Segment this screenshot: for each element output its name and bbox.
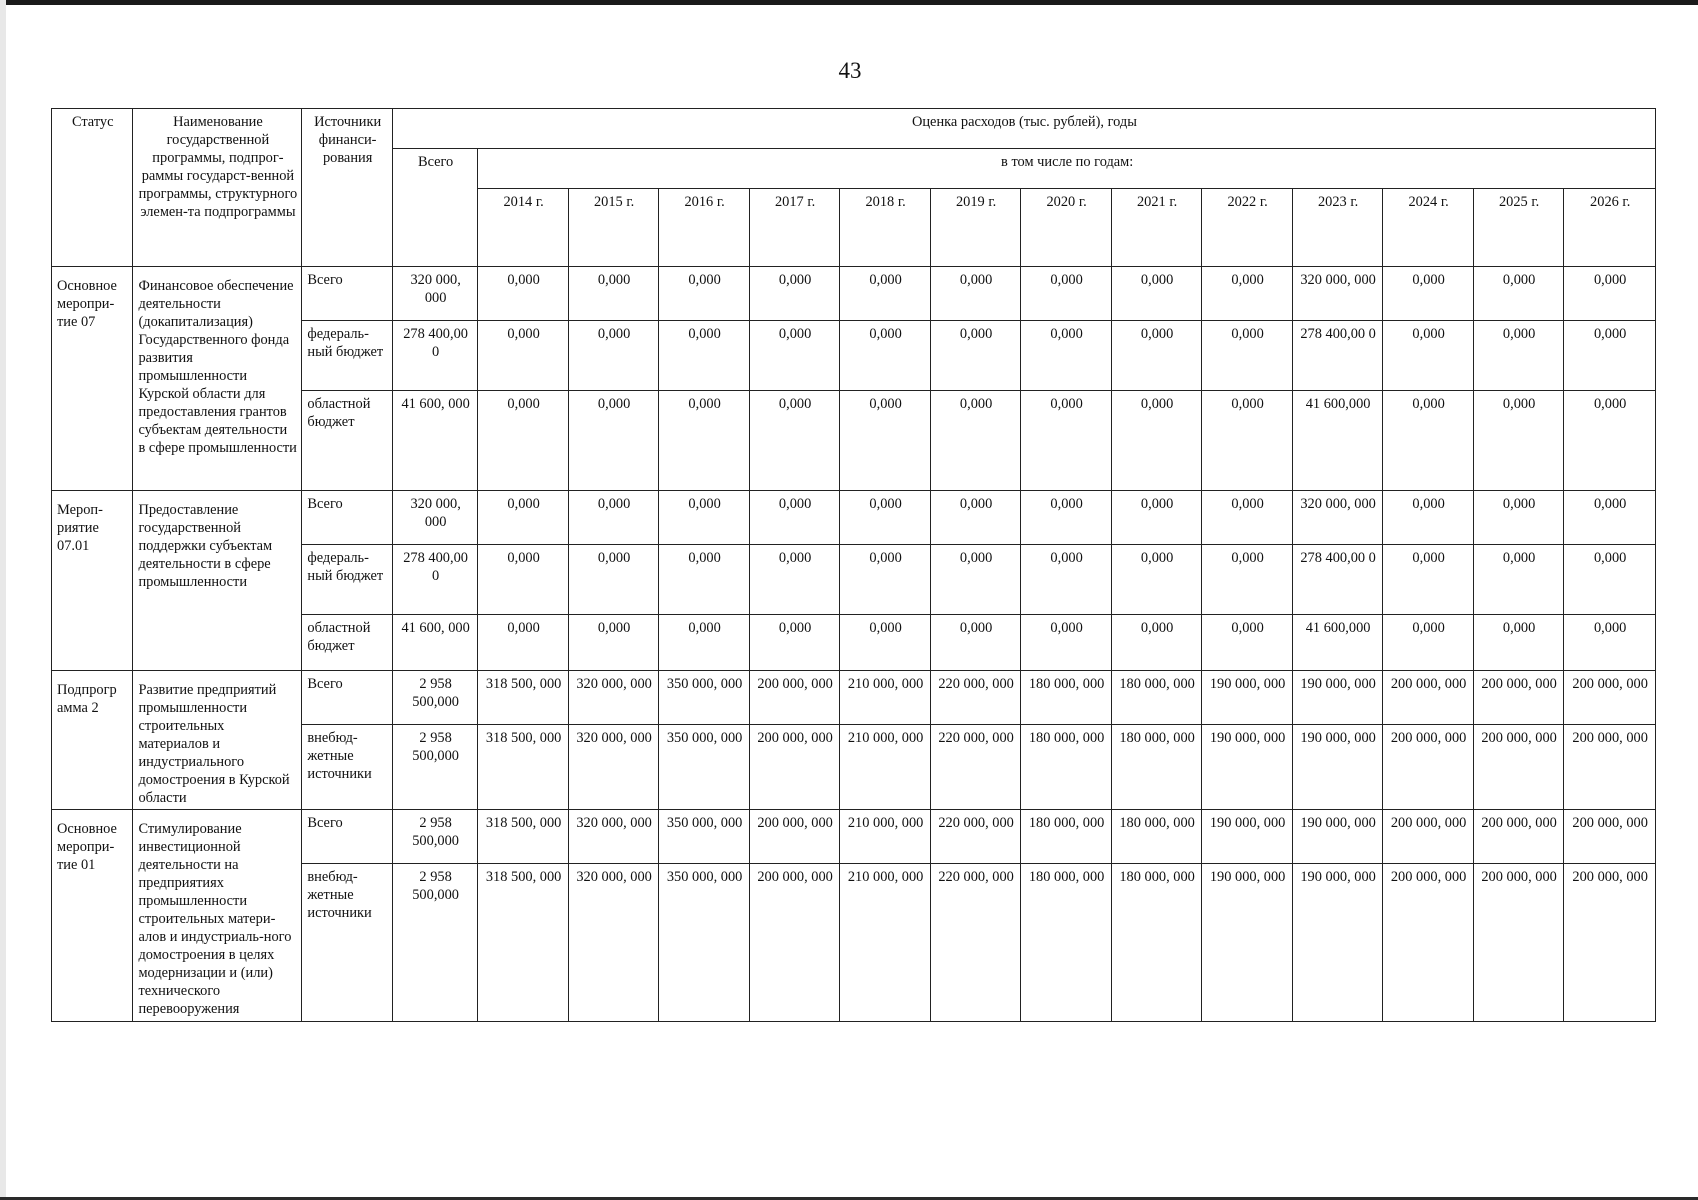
row-source: Всего (302, 267, 393, 321)
row-status: Подпрогр амма 2 (52, 671, 133, 810)
row-year-value: 190 000, 000 (1202, 671, 1293, 725)
row-year-value: 320 000, 000 (1292, 491, 1383, 545)
row-year-value: 200 000, 000 (1473, 671, 1564, 725)
table-row (52, 491, 1656, 545)
row-source: внебюд-жетные источники (302, 864, 393, 1022)
row-total: 2 958 500,000 (392, 671, 477, 725)
row-year-value: 0,000 (1383, 615, 1474, 671)
row-year-value: 0,000 (478, 491, 569, 545)
row-year-value: 190 000, 000 (1202, 864, 1293, 1022)
row-year-value: 0,000 (568, 615, 659, 671)
row-year-value: 350 000, 000 (659, 671, 750, 725)
row-year-value: 0,000 (1383, 391, 1474, 491)
row-year-value: 0,000 (1021, 267, 1112, 321)
row-year-value: 190 000, 000 (1292, 864, 1383, 1022)
row-name: Развитие предприятий промышленности строительных материалов и индустриального домостроения в Курской области (133, 671, 302, 810)
row-year-value: 180 000, 000 (1021, 671, 1112, 725)
row-year-value: 0,000 (1111, 391, 1202, 491)
row-year-value: 200 000, 000 (1383, 671, 1474, 725)
row-year-value: 190 000, 000 (1292, 725, 1383, 810)
row-year-value: 320 000, 000 (568, 810, 659, 864)
row-year-value: 0,000 (1383, 267, 1474, 321)
row-year-value: 0,000 (840, 491, 931, 545)
row-total: 278 400,00 0 (392, 321, 477, 391)
row-year-value: 0,000 (1111, 491, 1202, 545)
row-total: 278 400,00 0 (392, 545, 477, 615)
row-source: областной бюджет (302, 615, 393, 671)
row-source: федераль-ный бюджет (302, 545, 393, 615)
row-year-value: 220 000, 000 (930, 864, 1021, 1022)
row-source: федераль-ный бюджет (302, 321, 393, 391)
row-status: Мероп-риятие 07.01 (52, 491, 133, 671)
row-year-value: 220 000, 000 (930, 810, 1021, 864)
row-year-value: 0,000 (840, 391, 931, 491)
row-year-value: 0,000 (568, 321, 659, 391)
row-year-value: 210 000, 000 (840, 864, 931, 1022)
row-year-value: 190 000, 000 (1292, 810, 1383, 864)
row-year-value: 0,000 (478, 267, 569, 321)
row-name: Финансовое обеспечение деятельности (докапитализация) Государственного фонда развития промышленности Курской области для предоставления грантов субъектам деятельности в сфере промышленности (133, 267, 302, 491)
row-year-value: 0,000 (659, 615, 750, 671)
row-year-value: 0,000 (749, 391, 840, 491)
header-year: 2024 г. (1383, 189, 1474, 267)
row-year-value: 0,000 (1383, 491, 1474, 545)
row-year-value: 0,000 (840, 267, 931, 321)
row-year-value: 0,000 (1202, 491, 1293, 545)
row-year-value: 0,000 (568, 391, 659, 491)
row-year-value: 200 000, 000 (749, 725, 840, 810)
row-year-value: 41 600,000 (1292, 615, 1383, 671)
header-year: 2023 г. (1292, 189, 1383, 267)
row-year-value: 0,000 (930, 491, 1021, 545)
row-year-value: 278 400,00 0 (1292, 545, 1383, 615)
row-year-value: 180 000, 000 (1021, 725, 1112, 810)
row-year-value: 210 000, 000 (840, 810, 931, 864)
row-year-value: 0,000 (1111, 615, 1202, 671)
row-year-value: 0,000 (1202, 267, 1293, 321)
scan-edge-top (0, 0, 1698, 5)
header-sources: Источники финанси-рования (302, 109, 393, 267)
row-year-value: 0,000 (1021, 615, 1112, 671)
row-year-value: 0,000 (478, 391, 569, 491)
row-year-value: 0,000 (1564, 491, 1656, 545)
row-name: Стимулирование инвестиционной деятельности на предприятиях промышленности строительных матери-алов и индустриаль-ного домостроения в целях модернизации и (или) технического перевооружения (133, 810, 302, 1022)
row-year-value: 0,000 (478, 545, 569, 615)
row-year-value: 0,000 (930, 545, 1021, 615)
row-year-value: 350 000, 000 (659, 725, 750, 810)
row-year-value: 318 500, 000 (478, 864, 569, 1022)
row-year-value: 0,000 (1202, 615, 1293, 671)
row-year-value: 350 000, 000 (659, 810, 750, 864)
header-year: 2020 г. (1021, 189, 1112, 267)
table-row (52, 267, 1656, 321)
row-year-value: 0,000 (1473, 391, 1564, 491)
row-year-value: 0,000 (1564, 615, 1656, 671)
row-year-value: 0,000 (478, 615, 569, 671)
row-year-value: 190 000, 000 (1202, 725, 1293, 810)
row-year-value: 200 000, 000 (1564, 810, 1656, 864)
header-status: Статус (52, 109, 133, 267)
row-year-value: 0,000 (1021, 545, 1112, 615)
row-year-value: 0,000 (1564, 267, 1656, 321)
row-year-value: 0,000 (1202, 321, 1293, 391)
header-year: 2015 г. (568, 189, 659, 267)
row-year-value: 210 000, 000 (840, 671, 931, 725)
row-year-value: 320 000, 000 (1292, 267, 1383, 321)
row-year-value: 200 000, 000 (1383, 810, 1474, 864)
row-total: 2 958 500,000 (392, 864, 477, 1022)
row-year-value: 0,000 (1473, 545, 1564, 615)
row-year-value: 0,000 (1564, 545, 1656, 615)
row-year-value: 0,000 (1202, 545, 1293, 615)
header-year: 2022 г. (1202, 189, 1293, 267)
row-year-value: 200 000, 000 (1473, 864, 1564, 1022)
row-year-value: 180 000, 000 (1111, 671, 1202, 725)
row-name: Предоставление государственной поддержки субъектам деятельности в сфере промышленности (133, 491, 302, 671)
table-row (52, 671, 1656, 725)
row-year-value: 0,000 (659, 321, 750, 391)
row-year-value: 190 000, 000 (1202, 810, 1293, 864)
expenses-table (51, 108, 1656, 1022)
header-year: 2019 г. (930, 189, 1021, 267)
row-year-value: 0,000 (840, 321, 931, 391)
row-year-value: 0,000 (749, 267, 840, 321)
row-year-value: 180 000, 000 (1021, 864, 1112, 1022)
row-year-value: 0,000 (659, 267, 750, 321)
row-year-value: 200 000, 000 (1383, 864, 1474, 1022)
header-year: 2026 г. (1564, 189, 1656, 267)
row-year-value: 220 000, 000 (930, 671, 1021, 725)
header-year: 2016 г. (659, 189, 750, 267)
row-year-value: 0,000 (930, 321, 1021, 391)
row-year-value: 0,000 (478, 321, 569, 391)
header-year: 2018 г. (840, 189, 931, 267)
row-year-value: 200 000, 000 (749, 864, 840, 1022)
row-year-value: 0,000 (659, 391, 750, 491)
row-year-value: 0,000 (749, 545, 840, 615)
row-year-value: 0,000 (749, 615, 840, 671)
row-year-value: 320 000, 000 (568, 864, 659, 1022)
row-year-value: 0,000 (1111, 267, 1202, 321)
row-year-value: 0,000 (1021, 491, 1112, 545)
table-row (52, 810, 1656, 864)
table-header (52, 109, 1656, 267)
row-year-value: 0,000 (930, 267, 1021, 321)
row-year-value: 0,000 (659, 545, 750, 615)
header-by-years: в том числе по годам: (478, 149, 1656, 189)
row-year-value: 0,000 (1564, 391, 1656, 491)
row-year-value: 180 000, 000 (1111, 725, 1202, 810)
row-source: Всего (302, 810, 393, 864)
row-year-value: 0,000 (1473, 615, 1564, 671)
header-estimate: Оценка расходов (тыс. рублей), годы (392, 109, 1655, 149)
scan-edge-left (0, 0, 6, 1200)
header-year: 2025 г. (1473, 189, 1564, 267)
row-year-value: 318 500, 000 (478, 725, 569, 810)
row-total: 320 000, 000 (392, 267, 477, 321)
row-year-value: 200 000, 000 (1564, 864, 1656, 1022)
row-year-value: 0,000 (659, 491, 750, 545)
row-year-value: 0,000 (568, 267, 659, 321)
row-year-value: 320 000, 000 (568, 725, 659, 810)
row-year-value: 320 000, 000 (568, 671, 659, 725)
row-source: внебюд-жетные источники (302, 725, 393, 810)
row-year-value: 0,000 (1021, 391, 1112, 491)
table-body (52, 267, 1656, 1022)
page-number: 43 (838, 58, 862, 83)
row-total: 41 600, 000 (392, 391, 477, 491)
row-year-value: 0,000 (1111, 321, 1202, 391)
row-year-value: 220 000, 000 (930, 725, 1021, 810)
row-year-value: 278 400,00 0 (1292, 321, 1383, 391)
row-year-value: 0,000 (1111, 545, 1202, 615)
row-year-value: 0,000 (930, 391, 1021, 491)
row-year-value: 180 000, 000 (1111, 864, 1202, 1022)
row-year-value: 0,000 (1383, 545, 1474, 615)
row-year-value: 0,000 (1473, 491, 1564, 545)
row-year-value: 200 000, 000 (1383, 725, 1474, 810)
header-year: 2017 г. (749, 189, 840, 267)
row-year-value: 0,000 (568, 545, 659, 615)
row-year-value: 0,000 (1473, 321, 1564, 391)
header-year: 2021 г. (1111, 189, 1202, 267)
row-year-value: 0,000 (1383, 321, 1474, 391)
row-year-value: 0,000 (840, 545, 931, 615)
row-year-value: 350 000, 000 (659, 864, 750, 1022)
row-source: Всего (302, 671, 393, 725)
row-total: 2 958 500,000 (392, 810, 477, 864)
row-year-value: 0,000 (749, 321, 840, 391)
row-total: 320 000, 000 (392, 491, 477, 545)
row-year-value: 0,000 (1564, 321, 1656, 391)
row-year-value: 180 000, 000 (1111, 810, 1202, 864)
row-year-value: 318 500, 000 (478, 810, 569, 864)
row-total: 41 600, 000 (392, 615, 477, 671)
row-year-value: 318 500, 000 (478, 671, 569, 725)
row-year-value: 0,000 (1021, 321, 1112, 391)
row-year-value: 200 000, 000 (1564, 725, 1656, 810)
row-total: 2 958 500,000 (392, 725, 477, 810)
row-year-value: 180 000, 000 (1021, 810, 1112, 864)
row-year-value: 0,000 (568, 491, 659, 545)
row-status: Основное меропри-тие 01 (52, 810, 133, 1022)
header-total: Всего (392, 149, 477, 267)
row-year-value: 210 000, 000 (840, 725, 931, 810)
row-source: областной бюджет (302, 391, 393, 491)
row-year-value: 41 600,000 (1292, 391, 1383, 491)
row-year-value: 0,000 (840, 615, 931, 671)
row-year-value: 200 000, 000 (749, 671, 840, 725)
header-name: Наименование государственной программы, подпрог-раммы государст-венной программы, структурного элемен-та подпрограммы (133, 109, 302, 267)
row-year-value: 200 000, 000 (1473, 810, 1564, 864)
row-year-value: 200 000, 000 (1564, 671, 1656, 725)
row-year-value: 190 000, 000 (1292, 671, 1383, 725)
row-status: Основное меропри-тие 07 (52, 267, 133, 491)
row-year-value: 200 000, 000 (749, 810, 840, 864)
row-year-value: 0,000 (1202, 391, 1293, 491)
row-year-value: 0,000 (930, 615, 1021, 671)
row-year-value: 0,000 (749, 491, 840, 545)
header-year: 2014 г. (478, 189, 569, 267)
row-year-value: 200 000, 000 (1473, 725, 1564, 810)
row-source: Всего (302, 491, 393, 545)
row-year-value: 0,000 (1473, 267, 1564, 321)
